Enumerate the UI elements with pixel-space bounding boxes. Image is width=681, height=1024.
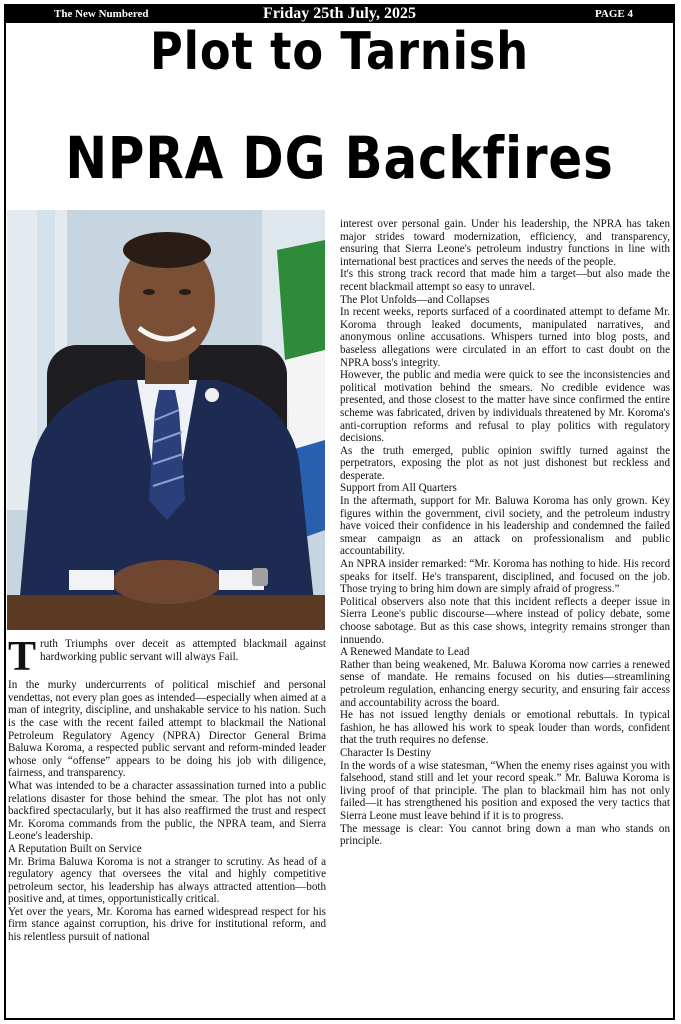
portrait-photo [7, 210, 325, 630]
publication-name: The New Numbered [54, 8, 149, 20]
paragraph: The message is clear: You cannot bring down a man who stands on principle. [340, 822, 670, 848]
subheading: Character Is Destiny [340, 746, 432, 759]
paragraph: What was intended to be a character assassination turned into a public relations disaster for those behind the smear. The plot has not only backfired spectacularly, but it has also reaffirmed the trust and respect Mr. Koroma commands from the public, the NPRA team, and Sierra Leone's leadership. [8, 779, 326, 843]
paragraph: In the murky undercurrents of political mischief and personal vendettas, not every plan goes as intended—especially when aimed at a man of integrity, discipline, and unshakable service to his nation. Such is the case with the recent failed attempt to blackmail the National Petroleum Regulatory Agency (NPRA) Director General Brima Baluwa Koroma, a respected public servant and reform-minded leader whose only “offense” appears to be doing his job with diligence, fairness, and transparency. [8, 679, 326, 780]
subheading: The Plot Unfolds—and Collapses [340, 293, 490, 306]
paragraph: In recent weeks, reports surfaced of a coordinated attempt to defame Mr. Koroma through leaked documents, manipulated narratives, and anonymous online accusations. Whispers turned into blog posts, and baseless allegations were circulated in an effort to cast doubt on the NPRA boss's integrity. [340, 306, 670, 369]
page-number: PAGE 4 [595, 8, 633, 20]
paragraph: An NPRA insider remarked: “Mr. Koroma has nothing to hide. His record speaks for itself. He's transparent, disciplined, and focused on the job. Those trying to bring him down are simply afraid of progress.” [340, 558, 670, 596]
paragraph: interest over personal gain. Under his leadership, the NPRA has taken major strides toward modernization, efficiency, and transparency, ensuring that Sierra Leone's petroleum industry functions in line with international best practices and serves the needs of the people. [340, 218, 670, 268]
headline-line-2: NPRA DG Backfires [65, 124, 614, 192]
drop-cap: T [8, 634, 37, 680]
paragraph: However, the public and media were quick to see the inconsistencies and political motivation behind the smears. No credible evidence was presented, and those closest to the matter have since confirmed the entire scheme was fabricated, driven by individuals threatened by Mr. Koroma's anti-corruption reforms and refusal to play politics with regulatory decisions. [340, 369, 670, 445]
article-column-right [340, 218, 670, 848]
issue-date: Friday 25th July, 2025 [263, 5, 416, 22]
headline-line-1: Plot to Tarnish [150, 22, 529, 82]
paragraph: Yet over the years, Mr. Koroma has earned widespread respect for his firm stance against corruption, his drive for institutional reform, and his relentless pursuit of national [8, 905, 326, 944]
paragraph: It's this strong track record that made him a target—but also made the recent blackmail attempt so easy to unravel. [340, 268, 670, 293]
paragraph: Political observers also note that this incident reflects a deeper issue in Sierra Leone's public discourse—where instead of policy debate, some choose sabotage. But as this case shows, integrity remains stronger than innuendo. [340, 595, 670, 646]
article-lead [8, 634, 326, 680]
portrait-illustration [7, 210, 325, 630]
paragraph: In the words of a wise statesman, “When the enemy rises against you with falsehood, stand still and let your record speak.” Mr. Baluwa Koroma is living proof of that principle. The plan to blackmail him has not only failed—it has strengthened his position and exposed the very tactics that Sierra Leone must leave behind if it is to progress. [340, 759, 670, 822]
paragraph: Rather than being weakened, Mr. Baluwa Koroma now carries a renewed sense of mandate. He remains focused on his duties—streamlining petroleum regulation, enhancing energy security, and ensuring fair access and accountability across the board. [340, 658, 670, 709]
paragraph: As the truth emerged, public opinion swiftly turned against the perpetrators, exposing the plot as not just dishonest but reckless and desperate. [340, 444, 670, 482]
paragraph: He has not issued lengthy denials or emotional rebuttals. In typical fashion, he has allowed his work to speak louder than words, confident that the truth requires no defense. [340, 709, 670, 747]
subheading: Support from All Quarters [340, 482, 457, 495]
masthead-bar [6, 6, 673, 23]
article-column-left [8, 634, 326, 944]
subheading: A Reputation Built on Service [8, 842, 142, 855]
lead-text: ruth Triumphs over deceit as attempted blackmail against hardworking public servant will always Fail. [40, 638, 326, 663]
paragraph: In the aftermath, support for Mr. Baluwa Koroma has only grown. Key figures within the government, civil society, and the petroleum industry have voiced their confidence in his leadership and condemned the failed smear campaign as an attack on professionalism and public accountability. [340, 495, 670, 558]
paragraph: Mr. Brima Baluwa Koroma is not a stranger to scrutiny. As head of a regulatory agency that oversees the vital and highly competitive petroleum sector, his leadership has always attracted attention—both positive and, at times, opportunistically critical. [8, 855, 326, 906]
subheading: A Renewed Mandate to Lead [340, 646, 470, 659]
